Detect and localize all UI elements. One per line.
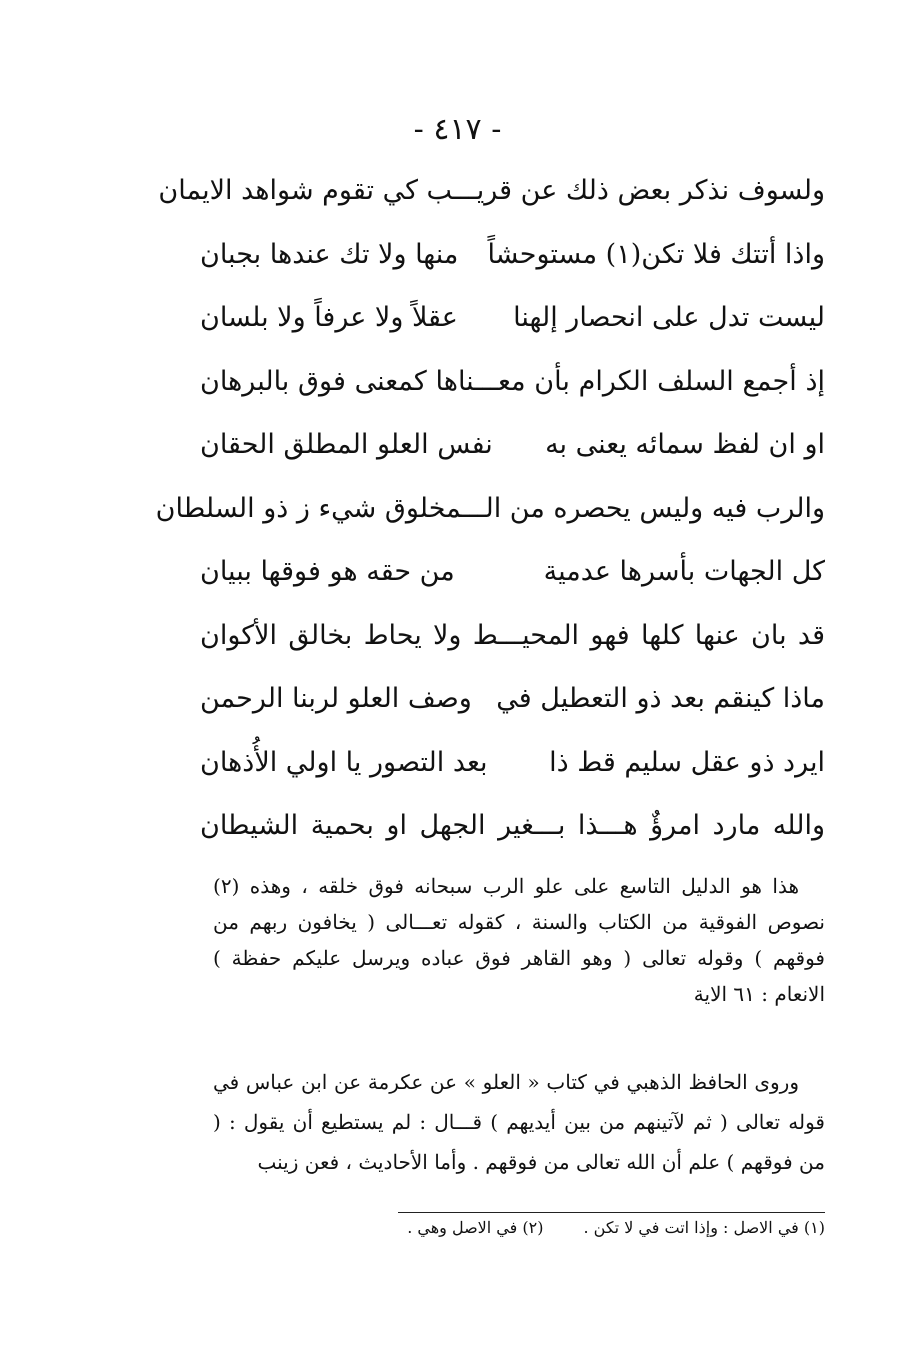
- verse-text: والله مارد امرؤٌ هـــذا بـــغير الجهل او بحمية الشيطان: [200, 810, 825, 841]
- verse-line: [200, 747, 825, 811]
- footnote: (٢) في الاصل وهي .: [407, 1218, 544, 1237]
- paragraph-text: هذا هو الدليل التاسع على علو الرب سبحانه فوق خلقه ، وهذه (٢) نصوص الفوقية من الكتاب والسنة ، كقوله تعـــالى ( يخافون ربهم من فوقهم ) وقوله تعالى ( وهو القاهر فوق عباده ويرسل عليكم حفظة ) الانعام : ٦١ الاية: [213, 874, 825, 1006]
- verse-text: ولسوف نذكر بعض ذلك عن قريـــب كي تقوم شواهد الايمان: [158, 175, 825, 206]
- footnote-separator: [398, 1212, 825, 1213]
- poem-verses: [155, 175, 825, 874]
- verse-text: قد بان عنها كلها فهو المحيـــط ولا يحاط بخالق الأكوان: [200, 619, 825, 651]
- verse-line: [200, 683, 825, 747]
- footnotes: [260, 1218, 825, 1237]
- verse-second-hemistich: منها ولا تك عندها بجبان: [200, 238, 459, 270]
- verse-line: [200, 556, 825, 620]
- verse-first-hemistich: واذا أتتك فلا تكن(١) مستوحشاً: [487, 238, 825, 270]
- verse-second-hemistich: نفس العلو المطلق الحقان: [200, 429, 493, 460]
- page-number: - ٤١٧ -: [413, 112, 502, 147]
- commentary-paragraph: [213, 868, 825, 1012]
- verse-line: [200, 239, 825, 303]
- verse-line: [200, 810, 825, 874]
- verse-first-hemistich: او ان لفظ سمائه يعنى به: [545, 429, 825, 460]
- paragraph-text: وروى الحافظ الذهبي في كتاب « العلو » عن عكرمة عن ابن عباس في قوله تعالى ( ثم لآتينهم من بين أيديهم ) قـــال : لم يستطيع أن يقول : ( من فوقهم ) علم أن الله تعالى من فوقهم . وأما الأحاديث ، فعن زينب: [213, 1070, 825, 1174]
- verse-text: والرب فيه وليس يحصره من الـــمخلوق شيء ز ذو السلطان: [155, 492, 825, 524]
- verse-first-hemistich: كل الجهات بأسرها عدمية: [543, 556, 825, 587]
- verse-second-hemistich: عقلاً ولا عرفاً ولا بلسان: [200, 302, 458, 333]
- verse-line: [200, 620, 825, 684]
- verse-second-hemistich: وصف العلو لربنا الرحمن: [200, 683, 472, 714]
- verse-first-hemistich: ليست تدل على انحصار إلهنا: [513, 302, 825, 333]
- verse-first-hemistich: ماذا كينقم بعد ذو التعطيل في: [496, 683, 825, 714]
- verse-second-hemistich: بعد التصور يا اولي الأُذهان: [200, 746, 488, 778]
- verse-line: [200, 366, 825, 430]
- verse-text: إذ أجمع السلف الكرام بأن معـــناها كمعنى فوق بالبرهان: [200, 365, 825, 397]
- footnote: (١) في الاصل : وإذا اتت في لا تكن .: [583, 1218, 825, 1237]
- verse-line: [158, 175, 825, 239]
- verse-line: [200, 302, 825, 366]
- commentary-paragraph: [213, 1062, 825, 1182]
- verse-line: [200, 429, 825, 493]
- verse-first-hemistich: ايرد ذو عقل سليم قط ذا: [549, 746, 825, 778]
- verse-second-hemistich: من حقه هو فوقها ببيان: [200, 556, 455, 587]
- verse-line: [155, 492, 825, 557]
